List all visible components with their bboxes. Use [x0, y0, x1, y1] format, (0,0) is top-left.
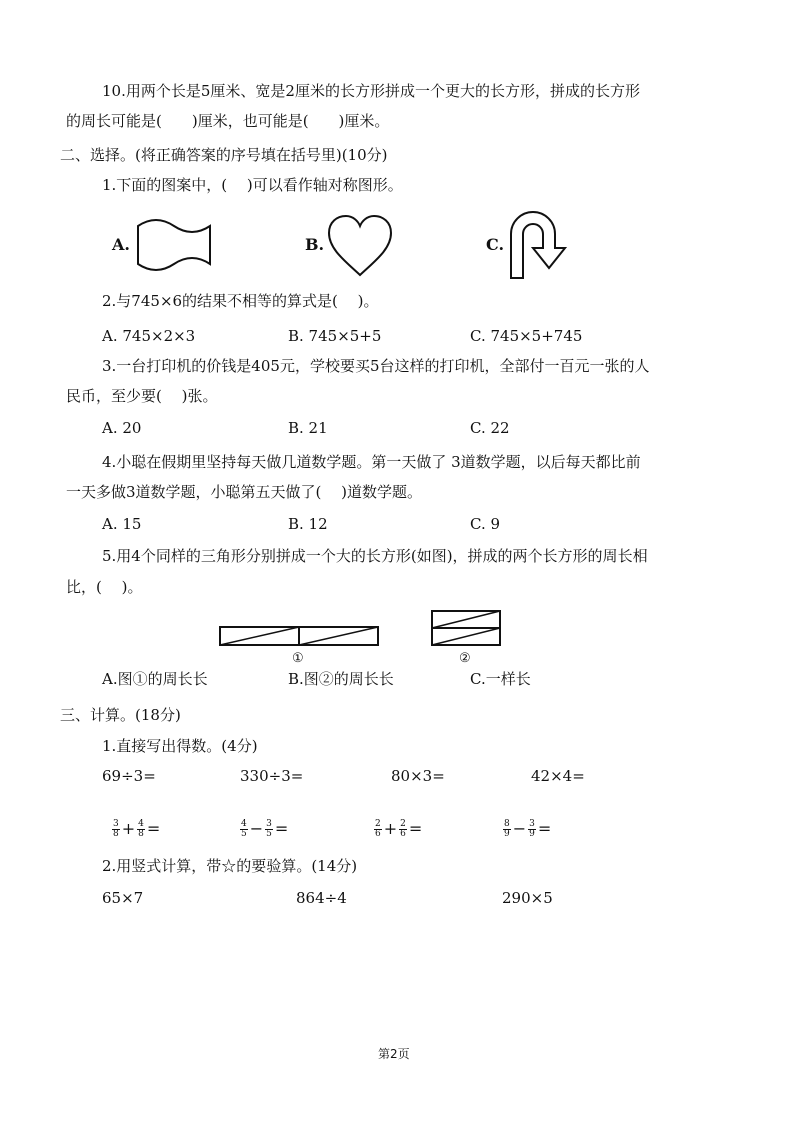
s2-q2-text: 2.与745×6的结果不相等的算式是( )。 [102, 292, 379, 310]
figure-a-label: A. [112, 235, 130, 254]
wavy-flag-figure [134, 212, 214, 276]
fraction: $\frac{2}{6}$ [375, 818, 381, 839]
figure-2-label: ② [459, 651, 471, 666]
vertical-calc-item-3: 290×5 [502, 889, 553, 907]
rectangle-figure-1 [219, 626, 379, 646]
fraction-expr-4: $\frac{8}{9}$ − $\frac{3}{9}$ = [504, 818, 552, 839]
section3-heading: 三、计算。(18分) [60, 706, 181, 724]
s2-q3-option-b: B. 21 [288, 419, 328, 437]
s2-q3-line2: 民币，至少要( )张。 [66, 387, 218, 405]
q10-line1: 10.用两个长是5厘米、宽是2厘米的长方形拼成一个更大的长方形，拼成的长方形 [102, 82, 640, 100]
fraction: $\frac{4}{5}$ [241, 818, 247, 839]
figure-b-label: B. [305, 235, 325, 254]
s2-q2-option-a: A. 745×2×3 [102, 327, 196, 345]
s2-q5-line2: 比，( )。 [66, 578, 143, 596]
page-number: 第2页 [378, 1047, 410, 1061]
calc-item-2: 330÷3= [240, 767, 304, 785]
s3-q2-text: 2.用竖式计算，带☆的要验算。(14分) [102, 857, 358, 875]
fraction-expr-3: $\frac{2}{6}$ + $\frac{2}{6}$ = [375, 818, 423, 839]
s2-q1-text: 1.下面的图案中，( )可以看作轴对称图形。 [102, 176, 403, 194]
s2-q4-option-c: C. 9 [470, 515, 501, 533]
heart-figure [325, 213, 395, 279]
fraction: $\frac{3}{8}$ [113, 818, 119, 839]
vertical-calc-item-2: 864÷4 [296, 889, 347, 907]
q10-line2: 的周长可能是( )厘米，也可能是( )厘米。 [66, 112, 390, 130]
s2-q5-option-c: C.一样长 [470, 670, 531, 688]
fraction: $\frac{8}{9}$ [504, 818, 510, 839]
s2-q4-option-a: A. 15 [102, 515, 142, 533]
s2-q4-line2: 一天多做3道数学题，小聪第五天做了( )道数学题。 [66, 483, 423, 501]
fraction-expr-1: $\frac{3}{8}$ + $\frac{4}{8}$ = [113, 818, 161, 839]
s2-q5-option-a: A.图①的周长长 [102, 670, 208, 688]
figure-c-label: C. [486, 235, 505, 254]
rectangle-figure-2 [431, 610, 501, 646]
s3-q1-text: 1.直接写出得数。(4分) [102, 737, 258, 755]
s2-q3-option-a: A. 20 [102, 419, 142, 437]
calc-item-1: 69÷3= [102, 767, 156, 785]
s2-q5-line1: 5.用4个同样的三角形分别拼成一个大的长方形(如图)，拼成的两个长方形的周长相 [102, 547, 648, 565]
s2-q3-line1: 3.一台打印机的价钱是405元，学校要买5台这样的打印机，全部付一百元一张的人 [102, 357, 650, 375]
section2-heading: 二、选择。(将正确答案的序号填在括号里)(10分) [60, 146, 388, 164]
s2-q2-option-b: B. 745×5+5 [288, 327, 382, 345]
s2-q5-option-b: B.图②的周长长 [288, 670, 394, 688]
s2-q4-option-b: B. 12 [288, 515, 328, 533]
s2-q4-line1: 4.小聪在假期里坚持每天做几道数学题。第一天做了 3道数学题，以后每天都比前 [102, 453, 641, 471]
fraction: $\frac{4}{8}$ [138, 818, 144, 839]
fraction: $\frac{3}{5}$ [266, 818, 272, 839]
fraction: $\frac{2}{6}$ [400, 818, 406, 839]
figure-1-label: ① [292, 651, 304, 666]
calc-item-3: 80×3= [391, 767, 445, 785]
fraction-expr-2: $\frac{4}{5}$ − $\frac{3}{5}$ = [241, 818, 289, 839]
calc-item-4: 42×4= [531, 767, 585, 785]
s2-q3-option-c: C. 22 [470, 419, 510, 437]
u-turn-arrow-figure [507, 208, 571, 282]
vertical-calc-item-1: 65×7 [102, 889, 144, 907]
fraction: $\frac{3}{9}$ [529, 818, 535, 839]
s2-q2-option-c: C. 745×5+745 [470, 327, 583, 345]
